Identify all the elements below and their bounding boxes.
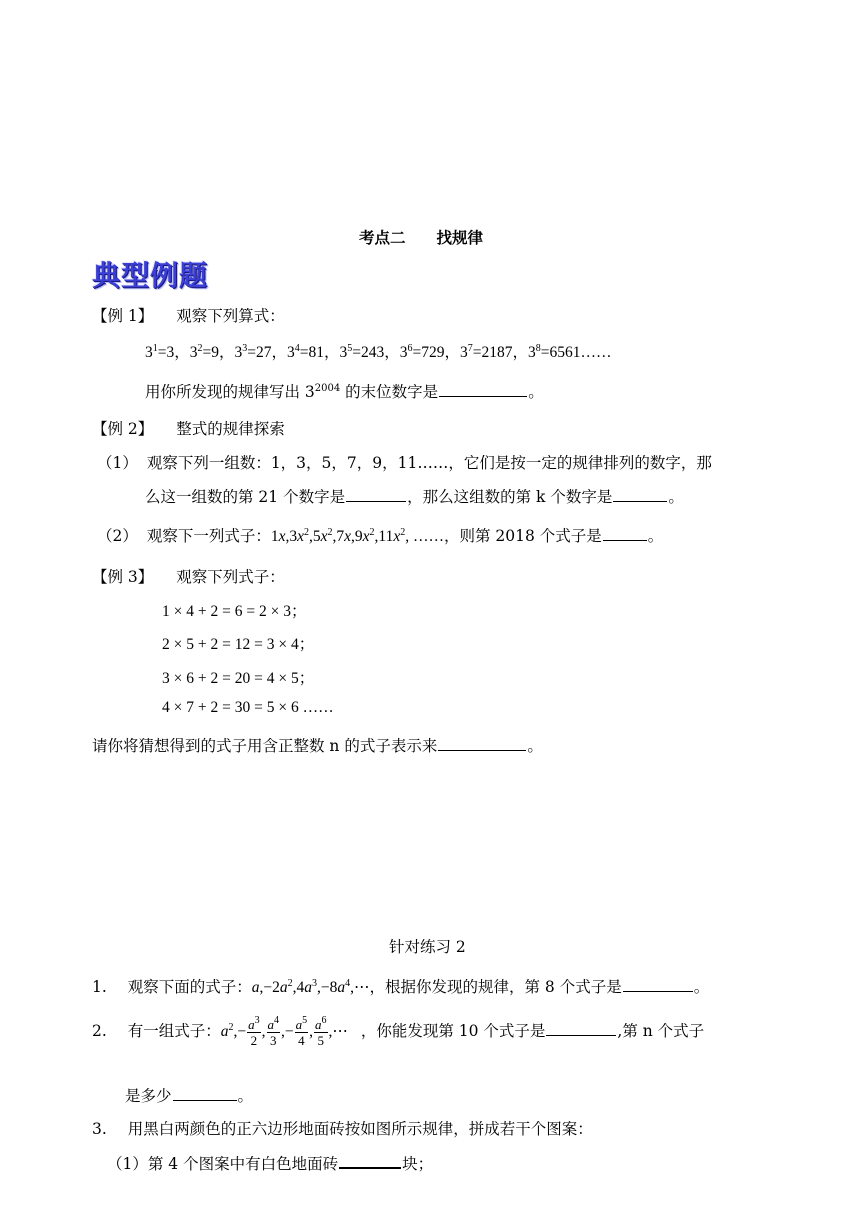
answer-blank[interactable] <box>438 734 526 751</box>
power-sequence-a: $a,-2a^2,4a^3,-8a^4,\cdots$ <box>251 978 370 996</box>
part-text: ，那么这组数的第 k 个数字是 <box>407 488 613 506</box>
practice-question-2 <box>92 1017 704 1048</box>
example-3-question <box>92 734 543 756</box>
example-prompt: 观察下列算式： <box>176 307 285 325</box>
ex2-part1-line1 <box>97 451 712 473</box>
question-text: 请你将猜想得到的式子用含正整数 n 的式子表示来 <box>92 737 438 755</box>
example-prompt: 整式的规律探索 <box>176 420 285 438</box>
example-label: 【例 2】 <box>92 420 154 438</box>
answer-blank[interactable] <box>546 1019 616 1036</box>
question-text: 用黑白两颜色的正六边形地面砖按如图所示规律，拼成若干个图案： <box>127 1120 593 1138</box>
practice-title: 针对练习 2 <box>389 938 466 956</box>
answer-blank[interactable] <box>339 1151 401 1169</box>
exponent: 2004 <box>314 383 341 394</box>
question-end: 。 <box>528 383 544 401</box>
question-text: 有一组式子： <box>127 1022 221 1041</box>
power-sequence: $3^1=3$，$3^2=9$，$3^3=27$，$3^4=81$，$3^5=243$，$3^6=729$，$3^7=2187$，$3^8=6561\dots\dots$ <box>145 343 612 361</box>
part-text: 观察下一列式子： <box>146 527 271 545</box>
example-2-header <box>92 417 285 439</box>
answer-blank[interactable] <box>173 1084 237 1101</box>
part-number: （1） <box>97 454 138 472</box>
question-text: ，你能发现第 10 个式子是 <box>360 1022 546 1041</box>
example-label: 【例 3】 <box>92 568 154 586</box>
question-number: 2. <box>92 1022 107 1041</box>
ex2-part2 <box>97 524 663 546</box>
part-end: 。 <box>668 488 684 506</box>
equation-3: 3 × 6 + 2 = 20 = 4 × 5； <box>162 670 315 687</box>
part-number: （2） <box>97 527 138 545</box>
example-1-header <box>92 304 285 326</box>
example-3-header <box>92 565 285 587</box>
question-text: ,第 n 个式子 <box>617 1022 705 1041</box>
answer-blank[interactable] <box>623 975 693 992</box>
question-text: 是多少 <box>125 1087 172 1105</box>
question-text: 用你所发现的规律写出 3 <box>145 383 315 401</box>
banner-typical-examples: 典型例题 <box>92 259 209 292</box>
example-1-question <box>145 380 544 402</box>
practice-question-3-sub1 <box>107 1151 433 1174</box>
monomial-sequence: $1x,3x^2,5x^2,7x,9x^2,11x^2$, …… <box>270 527 444 545</box>
part-text: 观察下列一组数：1，3，5，7，9，11……，它们是按一定的规律排列的数字，那 <box>146 454 712 472</box>
answer-blank[interactable] <box>439 380 527 397</box>
answer-blank[interactable] <box>613 485 667 502</box>
question-end: 。 <box>527 737 543 755</box>
practice-question-3 <box>92 1117 593 1139</box>
part-text: ，则第 2018 个式子是 <box>443 527 602 545</box>
question-end: 。 <box>237 1087 254 1105</box>
question-number: 1. <box>92 978 107 996</box>
question-end: 。 <box>693 978 710 996</box>
section-title: 考点二 找规律 <box>359 229 484 247</box>
question-text: （1）第 4 个图案中有白色地面砖 <box>107 1155 339 1173</box>
question-text: 的末位数字是 <box>340 383 439 401</box>
example-prompt: 观察下列式子： <box>176 568 285 586</box>
equation-2: 2 × 5 + 2 = 12 = 3 × 4； <box>162 636 315 653</box>
ex2-part1-line2 <box>145 485 684 507</box>
practice-question-2-line2 <box>125 1084 253 1106</box>
question-number: 3. <box>92 1120 107 1138</box>
equation-4: 4 × 7 + 2 = 30 = 5 × 6 …… <box>162 699 334 716</box>
answer-blank[interactable] <box>346 485 406 502</box>
example-label: 【例 1】 <box>92 307 154 325</box>
question-text: ，根据你发现的规律，第 8 个式子是 <box>369 978 622 996</box>
answer-blank[interactable] <box>603 524 647 541</box>
question-text: 块； <box>402 1155 434 1173</box>
equation-1: 1 × 4 + 2 = 6 = 2 × 3； <box>162 603 307 620</box>
fraction-sequence: $a^2,-$ $\frac{a^3}{2}$ , $\frac{a^4}{3}$ ,− $\frac{a^5}{4}$ , $\frac{a^6}{5}$ ,⋯ <box>220 1015 348 1048</box>
practice-question-1 <box>92 975 709 997</box>
question-text: 观察下面的式子： <box>127 978 252 996</box>
part-text: 么这一组数的第 21 个数字是 <box>145 488 346 506</box>
part-end: 。 <box>647 527 664 545</box>
